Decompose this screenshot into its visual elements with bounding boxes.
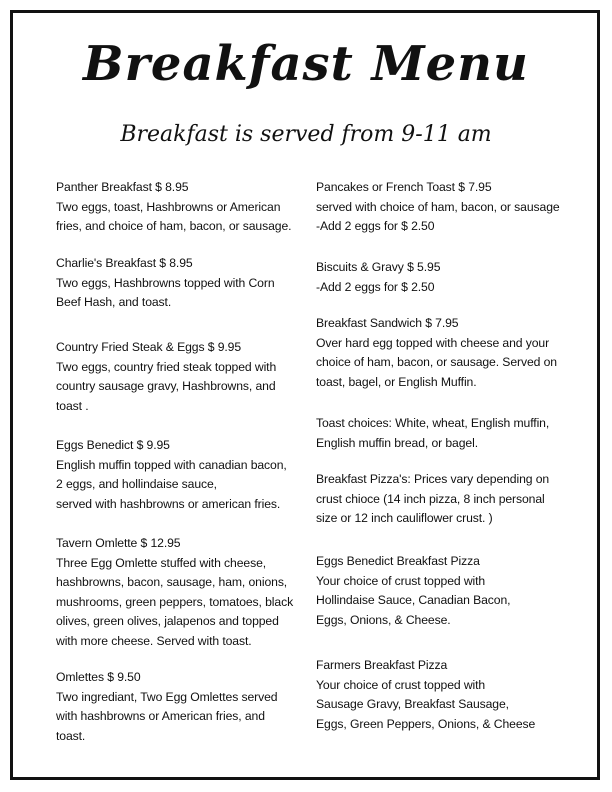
item-line: crust chioce (14 inch pizza, 8 inch personal <box>316 491 545 506</box>
item-line: Tavern Omlette $ 12.95 <box>56 536 181 550</box>
item-line: choice of ham, bacon, or sausage. Served on <box>316 355 557 370</box>
menu-item-tavern-omlette <box>56 534 298 652</box>
item-line: toast, bagel, or English Muffin. <box>316 374 477 389</box>
item-line: Pancakes or French Toast $ 7.95 <box>316 180 492 194</box>
item-line: Panther Breakfast $ 8.95 <box>56 180 189 194</box>
item-line: English muffin bread, or bagel. <box>316 435 478 450</box>
item-line: Sausage Gravy, Breakfast Sausage, <box>316 697 509 712</box>
menu-item-farmers-pizza <box>316 656 564 734</box>
item-line: Two eggs, Hashbrowns topped with Corn <box>56 275 275 290</box>
item-line: served with choice of ham, bacon, or sausage <box>316 199 560 214</box>
item-line: Two eggs, toast, Hashbrowns or American <box>56 199 281 214</box>
item-line: fries, and choice of ham, bacon, or sausage. <box>56 219 292 234</box>
item-line: Breakfast Pizza's: Prices vary depending on <box>316 472 550 486</box>
item-line: Charlie's Breakfast $ 8.95 <box>56 256 193 270</box>
menu-item-omlettes <box>56 668 298 746</box>
item-line: Biscuits & Gravy $ 5.95 <box>316 260 441 274</box>
item-line: Farmers Breakfast Pizza <box>316 658 448 672</box>
item-line: country sausage gravy, Hashbrowns, and <box>56 379 276 394</box>
item-line: -Add 2 eggs for $ 2.50 <box>316 219 435 234</box>
item-line: -Add 2 eggs for $ 2.50 <box>316 279 435 294</box>
menu-item-country-fried-steak <box>56 338 298 416</box>
menu-title: Breakfast Menu <box>83 36 529 92</box>
item-line: Eggs Benedict $ 9.95 <box>56 438 170 452</box>
item-line: English muffin topped with canadian bacon, <box>56 457 287 472</box>
item-line: with hashbrowns or American fries, and <box>56 709 265 724</box>
item-line: toast . <box>56 398 89 413</box>
menu-item-breakfast-pizzas <box>316 470 564 529</box>
item-line: toast. <box>56 728 86 743</box>
item-line: olives, green olives, jalapenos and topped <box>56 614 279 629</box>
menu-item-panther-breakfast <box>56 178 298 237</box>
item-line: Your choice of crust topped with <box>316 677 486 692</box>
item-line: Country Fried Steak & Eggs $ 9.95 <box>56 340 242 354</box>
item-line: with more cheese. Served with toast. <box>56 633 252 648</box>
menu-item-eggs-benedict-pizza <box>316 552 564 630</box>
item-line: Breakfast Sandwich $ 7.95 <box>316 316 459 330</box>
item-line: Hollindaise Sauce, Canadian Bacon, <box>316 593 511 608</box>
item-line: hashbrowns, bacon, sausage, ham, onions, <box>56 575 288 590</box>
item-line: Eggs, Onions, & Cheese. <box>316 612 451 627</box>
item-line: Two ingrediant, Two Egg Omlettes served <box>56 689 278 704</box>
menu-item-breakfast-sandwich <box>316 314 564 392</box>
menu-item-toast-choices <box>316 414 564 453</box>
item-line: Over hard egg topped with cheese and your <box>316 335 550 350</box>
item-line: Eggs, Green Peppers, Onions, & Cheese <box>316 716 536 731</box>
item-line: mushrooms, green peppers, tomatoes, black <box>56 594 294 609</box>
menu-item-eggs-benedict <box>56 436 298 514</box>
item-line: served with hashbrowns or american fries. <box>56 496 281 511</box>
item-line: Your choice of crust topped with <box>316 573 486 588</box>
item-line: Beef Hash, and toast. <box>56 295 172 310</box>
menu-item-charlies-breakfast <box>56 254 298 313</box>
item-line: Two eggs, country fried steak topped with <box>56 359 277 374</box>
serving-hours: Breakfast is served from 9-11 am <box>120 122 492 147</box>
menu-item-biscuits-gravy <box>316 258 564 297</box>
item-line: Three Egg Omlette stuffed with cheese, <box>56 555 267 570</box>
item-line: Omlettes $ 9.50 <box>56 670 141 684</box>
item-line: size or 12 inch cauliflower crust. ) <box>316 511 493 526</box>
item-line: 2 eggs, and hollindaise sauce, <box>56 477 217 492</box>
item-line: Eggs Benedict Breakfast Pizza <box>316 554 480 568</box>
menu-item-pancakes-french-toast <box>316 178 564 237</box>
item-line: Toast choices: White, wheat, English muffin, <box>316 416 550 430</box>
